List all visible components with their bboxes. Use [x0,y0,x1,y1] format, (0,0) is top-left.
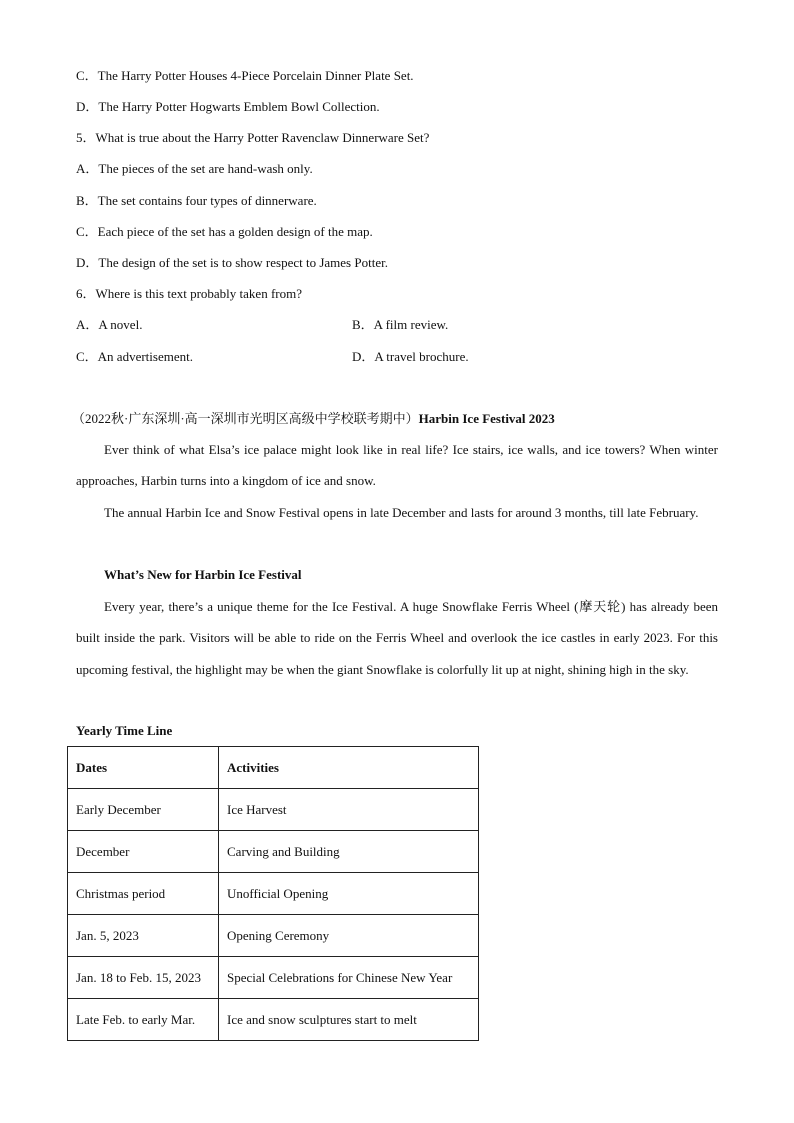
table-cell-date: Jan. 18 to Feb. 15, 2023 [68,957,219,999]
table-cell-activity: Opening Ceremony [219,915,479,957]
q5-option-c: C．Each piece of the set has a golden design of the map. [76,224,373,239]
article-subheading: What’s New for Harbin Ice Festival [104,567,302,582]
table-cell-date: December [68,831,219,873]
table-cell-activity: Carving and Building [219,831,479,873]
table-row [68,789,479,831]
q5-option-b: B．The set contains four types of dinnerware. [76,193,317,208]
article-title: Harbin Ice Festival 2023 [418,411,555,426]
q6-stem: 6．Where is this text probably taken from? [76,286,302,301]
table-row [68,915,479,957]
table-row [68,873,479,915]
q6-option-c: C．An advertisement. [76,349,193,364]
q4-option-c: C．The Harry Potter Houses 4-Piece Porcelain Dinner Plate Set. [76,68,414,83]
table-cell-date: Jan. 5, 2023 [68,915,219,957]
q5-stem: 5．What is true about the Harry Potter Ravenclaw Dinnerware Set? [76,130,430,145]
q6-option-a: A．A novel. [76,317,143,332]
table-header-dates: Dates [68,747,219,789]
table-header-activities: Activities [219,747,479,789]
table-row [68,831,479,873]
article-header [72,411,555,427]
table-cell-activity: Ice Harvest [219,789,479,831]
table-row [68,999,479,1041]
table-cell-activity: Unofficial Opening [219,873,479,915]
table-row [68,957,479,999]
table-cell-activity: Ice and snow sculptures start to melt [219,999,479,1041]
article-paragraph-3: Every year, there’s a unique theme for the Ice Festival. A huge Snowflake Ferris Wheel (摩天轮) has already been built inside the park. Visitors will be able to ride on the Ferris Wheel and overlook the ice castles in early 2023. For this upcoming festival, the highlight may be when the giant Snowflake is colorfully lit up at night, shining high in the sky. [76,599,718,677]
q6-option-d: D．A travel brochure. [352,349,469,364]
q5-option-a: A．The pieces of the set are hand-wash only. [76,161,313,176]
article-paragraph-1: Ever think of what Elsa’s ice palace might look like in real life? Ice stairs, ice walls, and ice towers? When winter approaches, Harbin turns into a kingdom of ice and snow. [76,442,718,489]
q5-option-d: D．The design of the set is to show respect to James Potter. [76,255,388,270]
table-cell-date: Late Feb. to early Mar. [68,999,219,1041]
q4-option-d: D．The Harry Potter Hogwarts Emblem Bowl Collection. [76,99,380,114]
timeline-heading: Yearly Time Line [76,723,173,738]
table-cell-activity: Special Celebrations for Chinese New Year [219,957,479,999]
table-cell-date: Early December [68,789,219,831]
article-source: （2022秋·广东深圳·高一深圳市光明区高级中学校联考期中） [72,411,419,426]
article-paragraph-2: The annual Harbin Ice and Snow Festival opens in late December and lasts for around 3 months, till late February. [104,505,699,520]
q6-option-b: B．A film review. [352,317,449,332]
table-cell-date: Christmas period [68,873,219,915]
timeline-table [67,746,479,1041]
table-header-row [68,747,479,789]
